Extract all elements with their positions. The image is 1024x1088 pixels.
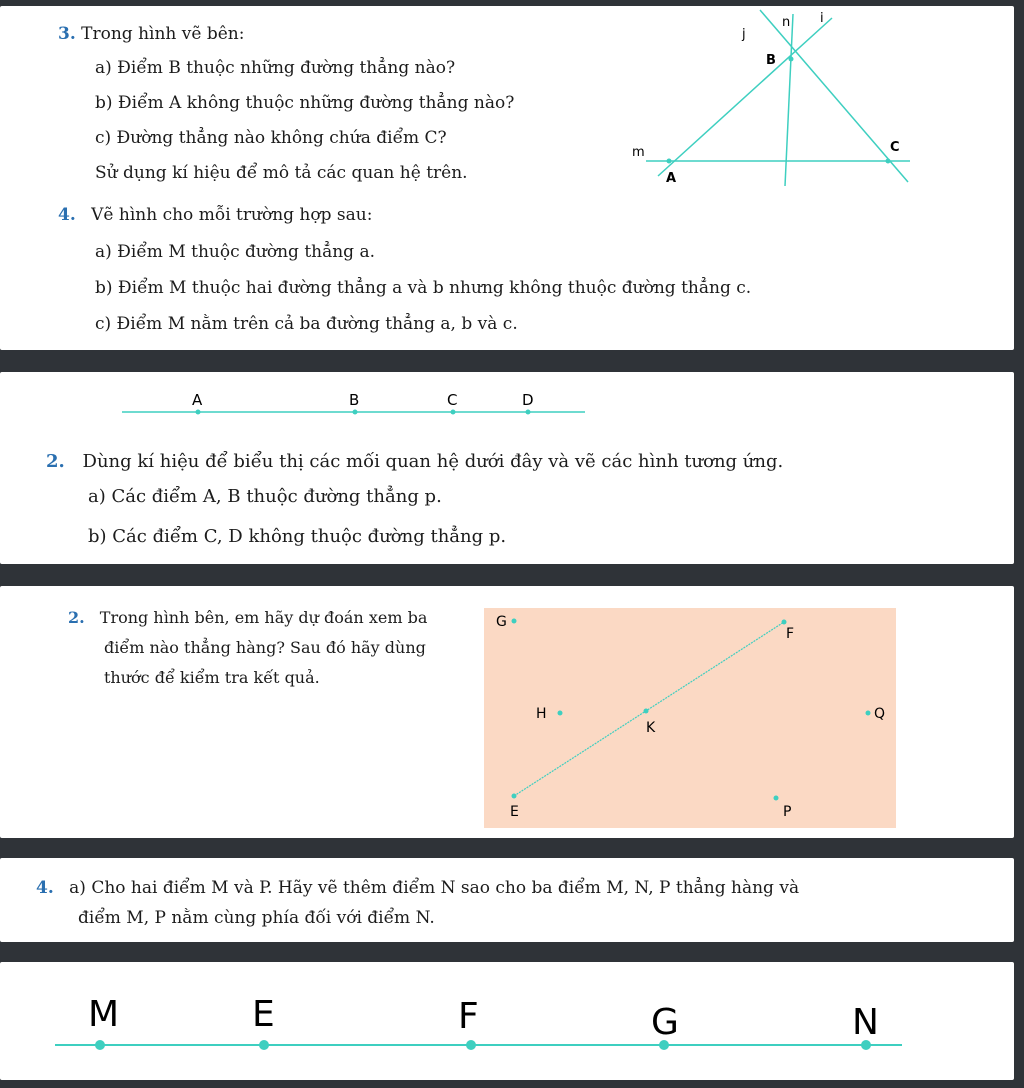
label-G: G — [651, 1002, 679, 1043]
label-B: B — [766, 53, 776, 68]
exercise-text: Vẽ hình cho mỗi trường hợp sau: — [91, 205, 373, 225]
exercise-text: Trong hình vẽ bên: — [81, 24, 245, 44]
points-line-figure — [0, 372, 620, 432]
exercise-text: a) Cho hai điểm M và P. Hãy vẽ thêm điểm N sao cho ba điểm M, N, P thẳng hàng và — [69, 878, 800, 898]
question-c: c) Điểm M nằm trên cả ba đường thẳng a, b và c. — [95, 314, 518, 334]
point-D — [526, 410, 531, 415]
question-b: b) Các điểm C, D không thuộc đường thẳng p. — [88, 526, 507, 547]
label-n: n — [782, 15, 791, 30]
label-F: F — [786, 626, 795, 642]
label-E: E — [252, 994, 275, 1035]
label-B: B — [349, 391, 360, 409]
exercise-number: 2. — [46, 451, 65, 472]
label-C: C — [890, 140, 900, 155]
exercise-2b-line-2: điểm nào thẳng hàng? Sau đó hãy dùng — [104, 638, 426, 657]
exercise-2b-card — [0, 586, 1014, 838]
point-C — [886, 159, 891, 164]
exercise-text: Trong hình bên, em hãy dự đoán xem ba — [99, 608, 428, 627]
exercise-number: 3. — [58, 24, 76, 44]
point-Q — [866, 711, 871, 716]
exercise-2b-line-1 — [68, 608, 427, 628]
label-Q: Q — [874, 706, 886, 722]
instruction-note: Sử dụng kí hiệu để mô tả các quan hệ trên. — [95, 163, 468, 183]
label-C: C — [447, 391, 458, 409]
point-H — [558, 711, 563, 716]
point-M — [95, 1040, 105, 1050]
point-P — [774, 796, 779, 801]
exercise-4-card — [0, 858, 1014, 942]
point-B — [789, 57, 794, 62]
point-F — [782, 620, 787, 625]
point-E — [512, 794, 517, 799]
exercise-number: 4. — [58, 205, 76, 225]
point-E — [259, 1040, 269, 1050]
label-D: D — [522, 391, 534, 409]
label-P: P — [783, 804, 792, 820]
label-K: K — [646, 720, 656, 736]
point-B — [353, 410, 358, 415]
collinear-points-figure — [484, 608, 896, 828]
label-F: F — [458, 996, 479, 1037]
question-b: b) Điểm M thuộc hai đường thẳng a và b nhưng không thuộc đường thẳng c. — [95, 278, 752, 298]
point-F — [466, 1040, 476, 1050]
label-M: M — [88, 994, 120, 1035]
exercise-2-card — [0, 372, 1014, 564]
label-A: A — [666, 171, 677, 186]
exercise-3-title — [58, 24, 244, 44]
label-i: i — [820, 11, 824, 26]
label-j: j — [742, 27, 746, 42]
exercise-4-title — [58, 205, 372, 225]
label-m: m — [632, 145, 645, 160]
lines-figure — [620, 6, 930, 206]
point-A — [196, 410, 201, 415]
label-E: E — [510, 804, 519, 820]
exercise-number: 2. — [68, 608, 85, 627]
exercise-4-line-1 — [36, 878, 799, 898]
point-K — [644, 709, 649, 714]
line-j — [760, 10, 908, 182]
label-G: G — [496, 614, 507, 630]
point-G — [512, 619, 517, 624]
point-C — [451, 410, 456, 415]
exercise-2b-line-3: thước để kiểm tra kết quả. — [104, 668, 320, 687]
label-H: H — [536, 706, 547, 722]
answer-line-figure — [0, 962, 1014, 1080]
label-A: A — [192, 391, 203, 409]
question-a: a) Điểm B thuộc những đường thẳng nào? — [95, 58, 456, 78]
answer-figure-card — [0, 962, 1014, 1080]
question-a: a) Điểm M thuộc đường thẳng a. — [95, 242, 376, 262]
exercise-4-line-2: điểm M, P nằm cùng phía đối với điểm N. — [78, 908, 435, 928]
exercise-text: Dùng kí hiệu để biểu thị các mối quan hệ dưới đây và vẽ các hình tương ứng. — [82, 451, 784, 472]
point-A — [667, 159, 672, 164]
question-b: b) Điểm A không thuộc những đường thẳng nào? — [95, 93, 515, 113]
question-a: a) Các điểm A, B thuộc đường thẳng p. — [88, 486, 442, 507]
exercise-number: 4. — [36, 878, 54, 898]
question-c: c) Đường thẳng nào không chứa điểm C? — [95, 128, 447, 148]
exercise-2-title — [46, 452, 783, 472]
exercise-3-card — [0, 6, 1014, 350]
label-N: N — [852, 1002, 879, 1043]
